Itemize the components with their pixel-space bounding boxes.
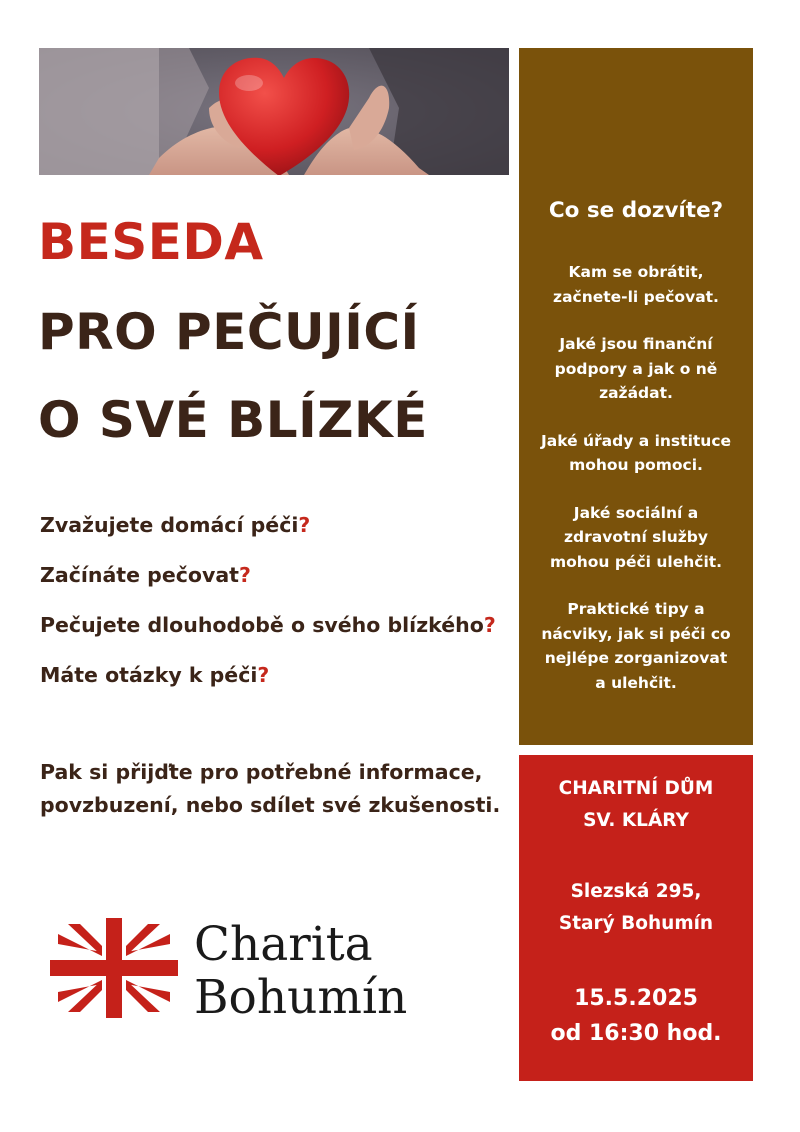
info-heading: Co se dozvíte? [548,198,724,223]
event-date: 15.5.2025 [574,986,698,1011]
event-subtitle-line1: PRO PEČUJÍCÍ [38,303,420,361]
event-datetime [519,981,753,1051]
question-text: Pečujete dlouhodobě o svého blízkého [40,613,484,637]
invitation-text: Pak si přijďte pro potřebné informace, povzbuzení, nebo sdílet své zkušenosti. [40,760,501,817]
event-title: BESEDA [38,213,264,271]
question-item [40,560,496,610]
info-list [529,260,743,718]
question-text: Máte otázky k péči [40,663,258,687]
charita-cross-icon [50,918,178,1018]
info-item: Praktické tipy a nácviky, jak si péči co nejlépe zorganizovat a ulehčit. [541,600,731,692]
question-text: Začínáte pečovat [40,563,239,587]
hero-photo [39,48,509,175]
event-time: od 16:30 hod. [550,1021,722,1046]
question-mark: ? [238,563,251,587]
venue-panel [519,755,753,1081]
question-text: Zvažujete domácí péči [40,513,299,537]
logo-line2: Bohumín [194,970,408,1025]
heart-in-hands-photo [39,48,509,175]
info-item: Jaké úřady a instituce mohou pomoci. [540,431,732,474]
question-list [40,510,496,710]
question-mark: ? [298,513,311,537]
info-panel [519,48,753,745]
question-item [40,610,496,660]
question-item [40,510,496,560]
organization-logo-text [194,918,407,1024]
venue-name: CHARITNÍ DŮM SV. KLÁRY [558,778,714,831]
info-item: Jaké sociální a zdravotní služby mohou péči ulehčit. [549,503,723,571]
info-item: Jaké jsou finanční podpory a jak o ně zažádat. [554,335,718,402]
logo-line1: Charita [194,917,373,972]
question-mark: ? [257,663,270,687]
venue-address: Slezská 295, Starý Bohumín [558,881,714,934]
question-item [40,660,496,710]
info-item: Kam se obrátit, začnete-li pečovat. [553,263,719,306]
question-mark: ? [483,613,496,637]
event-subtitle-line2: O SVÉ BLÍZKÉ [38,391,428,449]
